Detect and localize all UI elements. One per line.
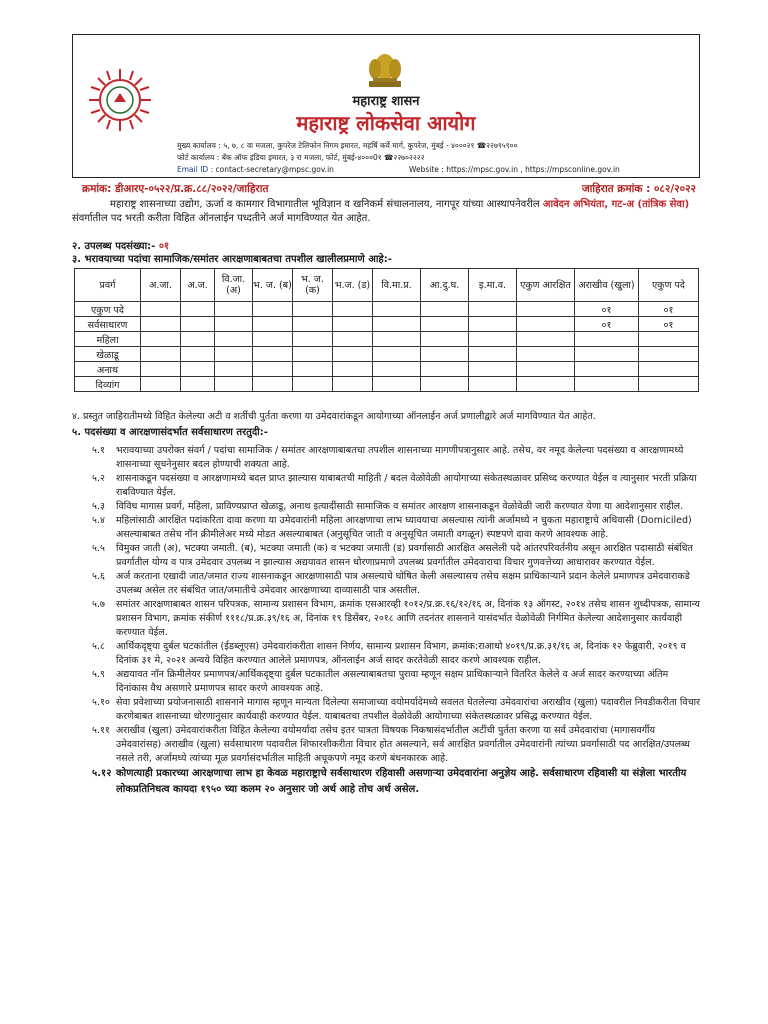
intro-text-2: संवर्गातील पद भरती करीता विहित ऑनलाईन पध्दतीने अर्ज मागविण्यात येत आहेत. (72, 213, 371, 224)
table-row (75, 347, 699, 362)
posts-label: २. उपलब्ध पदसंख्या:- (72, 241, 159, 252)
list-item-text: भरावयाच्या उपरोक्त संवर्ग / पदांचा सामाजिक / समांतर आरक्षणाबाबतचा तपशील शासनाच्या मागणीपत्रानुसार आहे. तसेच, वर नमूद केलेल्या पदसंख्या व आरक्षणामध्ये शासनाच्या सूचनेनुसार बदल होण्याची शक्यता आहे. (116, 445, 684, 470)
list-item-text: विविध मागास प्रवर्ग, महिला, प्राविण्यप्राप्त खेळाडू, अनाथ इत्यादींसाठी सामाजिक व समांतर आरक्षण शासनाकडून वेळोवेळी जारी करण्यात येणा या आदेशानुसार राहील. (116, 501, 684, 512)
list-item-text: अर्ज करताना एखादी जात/जमात राज्य शासनाकडून आरक्षणासाठी पात्र असल्याचे घोषित केली असल्यासच तसेच सक्षम प्राधिकाऱ्याने प्रदान केलेले प्रमाणपत्र उमेदवाराकडे उपलब्ध असेल तर संबंधित जात/जमातीचे उमेदवार आरक्षणाच्या दाव्यासाठी पात्र असतील. (116, 571, 690, 596)
table-cell (373, 377, 421, 392)
table-cell (293, 377, 333, 392)
section-5-heading: ५. पदसंख्या व आरक्षणासंदर्भात सर्वसाधारण तरतुदी:- (72, 427, 268, 438)
table-cell (575, 347, 639, 362)
table-header-cell: अ.ज. (181, 269, 215, 302)
table-cell (469, 317, 517, 332)
table-row (75, 332, 699, 347)
table-cell (293, 362, 333, 377)
advertisement-number: जाहिरात क्रमांक : ०८२/२०२२ (581, 183, 696, 195)
list-item-number: ५.३ (92, 501, 105, 512)
intro-paragraph (72, 198, 700, 226)
list-item (72, 500, 702, 514)
table-cell (333, 332, 373, 347)
table-cell (373, 332, 421, 347)
table-cell (421, 377, 469, 392)
list-item-number: ५.१ (92, 445, 105, 456)
table-cell (373, 302, 421, 317)
list-item-number: ५.११ (92, 725, 110, 736)
table-cell (141, 317, 181, 332)
table-cell (181, 332, 215, 347)
government-name: महाराष्ट्र शासन (352, 94, 420, 109)
reference-number: क्रमांक: डीआरए-०५२२/प्र.क्र.८८/२०२२/जाहिरात (82, 183, 269, 195)
table-cell (253, 347, 293, 362)
table-cell (181, 347, 215, 362)
table-header-cell: वि.जा. (अ) (215, 269, 253, 302)
list-item-number: ५.९ (92, 669, 105, 680)
table-cell: सर्वसाधारण (75, 317, 141, 332)
list-item-number: ५.४ (92, 515, 105, 526)
list-item-number: ५.१२ (92, 768, 112, 779)
list-item (72, 542, 702, 570)
table-cell (293, 332, 333, 347)
table-cell (141, 302, 181, 317)
table-header-cell: इ.मा.व. (469, 269, 517, 302)
table-cell (215, 377, 253, 392)
list-item-number: ५.७ (92, 599, 105, 610)
email-label: Email ID : (177, 165, 214, 174)
table-cell (181, 362, 215, 377)
table-cell (253, 332, 293, 347)
table-cell (141, 347, 181, 362)
table-header-row (75, 269, 699, 302)
letterhead (72, 34, 700, 178)
table-cell: अनाथ (75, 362, 141, 377)
list-item (72, 570, 702, 598)
table-header-cell: अराखीव (खुला) (575, 269, 639, 302)
posts-available (72, 240, 700, 254)
table-cell: ०१ (575, 317, 639, 332)
list-item (72, 696, 702, 724)
table-cell (373, 347, 421, 362)
table-cell (253, 377, 293, 392)
provisions-list (72, 444, 702, 798)
posts-value: ०१ (158, 241, 170, 252)
table-cell (421, 302, 469, 317)
list-item-text: अराखीव (खुला) उमेदवारांकरीता विहित केलेल्या वयोमर्यादा तसेच इतर पात्रता विषयक निकषासंदर्भातील अटींची पुर्तता करणा या सर्व उमेदवारांचा (मागासवर्गीय उमेदवारांसह) अराखीव (खुला) सर्वसाधारण पदावरील शिफारशीकरीता विचार होत असल्याने, सर्व आरक्षित प्रवर्गातील उमेदवारांनी त्यांच्या प्रवर्गासाठी पद आरक्षित/उपलब्ध नसले तरी, अर्जामध्ये त्यांच्या मूळ प्रवर्गासंदर्भातील माहिती अचूकपणे नमूद करणे बंधनकारक आहे. (116, 725, 690, 764)
email-address[interactable]: contact-secretary@mpsc.gov.in (215, 165, 334, 174)
table-cell (517, 347, 575, 362)
table-cell (215, 347, 253, 362)
reservation-table (74, 268, 699, 392)
table-header-cell: प्रवर्ग (75, 269, 141, 302)
table-cell (639, 347, 699, 362)
table-cell (293, 317, 333, 332)
table-cell (333, 302, 373, 317)
table-cell: दिव्यांग (75, 377, 141, 392)
table-row (75, 377, 699, 392)
table-cell (639, 332, 699, 347)
table-cell (141, 377, 181, 392)
table-cell (469, 377, 517, 392)
table-cell (469, 302, 517, 317)
table-cell (373, 317, 421, 332)
table-cell (469, 347, 517, 362)
table-cell (639, 362, 699, 377)
list-item-text: समांतर आरक्षणाबाबत शासन परिपत्रक, सामान्य प्रशासन विभाग, क्रमांक एसआरव्ही १०१२/प्र.क्र.१६/१२/१६ अ, दिनांक १३ ऑगस्ट, २०१४ तसेच शासन शुध्दीपत्रक, सामान्य प्रशासन विभाग, क्रमांक संकीर्ण १११८/प्र.क्र.३९/१६ अ, दिनांक १९ डिसेंबर, २०१८ आणि तदनंतर शासनाने यासंदर्भात वेळोवेळी निर्गमित केलेल्या आदेशानुसार कार्यवाही करण्यात येईल. (116, 599, 700, 638)
list-item (72, 444, 702, 472)
reference-row (72, 182, 700, 196)
fort-office-address: फोर्ट कार्यालय : बँक ऑफ इंडिया इमारत, ३ रा मजला, फोर्ट, मुंबई-४०००0१ ☎२२७०२२२२ (177, 153, 425, 162)
table-cell (215, 302, 253, 317)
table-cell (575, 362, 639, 377)
table-header-cell: अ.जा. (141, 269, 181, 302)
list-item-text: कोणत्याही प्रकारच्या आरक्षणाचा लाभ हा केवळ महाराष्ट्राचे सर्वसाधारण रहिवासी असणाऱ्या उमेदवारांना अनुज्ञेय आहे. सर्वसाधारण रहिवासी या संज्ञेला भारतीय लोकप्रतिनिधत्व कायदा १९५० च्या कलम २० अनुसार जो अर्थ आहे तोच अर्थ असेल. (116, 768, 687, 795)
commission-name: महाराष्ट्र लोकसेवा आयोग (296, 111, 476, 135)
table-cell (421, 332, 469, 347)
table-cell (215, 332, 253, 347)
list-item-text: अद्ययावत नॉन क्रिमीलेयर प्रमाणपत्र/आर्थिकदृष्ट्या दुर्बल घटकातील असल्याबाबतचा पुरावा म्हणून सक्षम प्राधिकाऱ्याने वितरित केलेले व अर्ज सादर करण्याच्या अंतिम दिनांकास वैध असणारे प्रमाणपत्र सादर करणे आवश्यक आहे. (116, 669, 669, 694)
table-header-cell: आ.दु.घ. (421, 269, 469, 302)
table-cell (517, 317, 575, 332)
table-cell (333, 362, 373, 377)
national-emblem-icon (363, 45, 407, 93)
list-item (72, 598, 702, 640)
list-item-number: ५.६ (92, 571, 105, 582)
intro-text-1: महाराष्ट्र शासनाच्या उद्योग, ऊर्जा व कामगार विभागातील भूविज्ञान व खनिकर्म संचालनालय, नागपूर यांच्या आस्थापनेवरील (110, 199, 543, 210)
table-cell (293, 302, 333, 317)
table-cell (141, 332, 181, 347)
table-cell (421, 317, 469, 332)
list-item (72, 668, 702, 696)
list-item (72, 514, 702, 542)
table-cell (181, 377, 215, 392)
list-item (72, 766, 702, 798)
table-cell: एकुण पदे (75, 302, 141, 317)
website-line[interactable]: Website : https://mpsc.gov.in , https://mpsconline.gov.in (409, 165, 620, 174)
table-cell: खेळाडू (75, 347, 141, 362)
table-cell (421, 362, 469, 377)
table-header-cell: एकुण आरक्षित (517, 269, 575, 302)
post-name: आवेदन अभियंता, गट-अ (तांत्रिक सेवा) (542, 199, 690, 210)
table-cell (469, 332, 517, 347)
list-item-text: महिलांसाठी आरक्षित पदांकरिता दावा करणा या उमेदवारांनी महिला आरक्षणाचा लाभ घ्यावयाचा असल्यास त्यांनी अर्जामध्ये न चुकता महाराष्ट्राचे अधिवासी (Domiciled) असल्याबाबत तसेच नॉन क्रीमीलेअर मध्ये मोडत असल्याबाबत (अनुसूचित जाती व अनुसूचित जमाती वगळून) स्पष्टपणे दावा करणे आवश्यक आहे. (116, 515, 692, 540)
table-cell (215, 362, 253, 377)
table-cell (181, 317, 215, 332)
table-cell (373, 362, 421, 377)
table-cell (141, 362, 181, 377)
table-cell (517, 362, 575, 377)
table-cell (333, 317, 373, 332)
table-cell: ०१ (639, 302, 699, 317)
table-cell (253, 302, 293, 317)
table-cell: ०१ (575, 302, 639, 317)
list-item-number: ५.८ (92, 641, 105, 652)
list-item (72, 640, 702, 668)
table-header-cell: एकुण पदे (639, 269, 699, 302)
table-cell (215, 317, 253, 332)
list-item (72, 724, 702, 766)
table-cell (253, 362, 293, 377)
table-header-cell: वि.मा.प्र. (373, 269, 421, 302)
table-cell (575, 377, 639, 392)
table-cell (517, 332, 575, 347)
table-cell (333, 347, 373, 362)
table-cell (517, 377, 575, 392)
table-cell: ०१ (639, 317, 699, 332)
table-cell (517, 302, 575, 317)
list-item-text: सेवा प्रवेशाच्या प्रयोजनासाठी शासनाने मागास म्हणून मान्यता दिलेल्या समाजाच्या वयोमर्यादेमध्ये सवलत घेतलेल्या उमेदवारांचा अराखीव (खुला) पदावरील निवडीकरीता विचार करणेबाबत शासनाच्या धोरणानुसार कार्यवाही करण्यात येईल. याबाबतचा तपशील वेळोवेळी आयोगाच्या संकेतस्थळावर प्रसिद्ध करण्यात येईल. (116, 697, 700, 722)
table-heading: ३. भरावयाच्या पदांचा सामाजिक/समांतर आरक्षणाबाबतचा तपशील खालीलप्रमाणे आहे:- (72, 254, 392, 265)
list-item-text: विमुक्त जाती (अ), भटक्या जमाती. (ब), भटक्या जमाती (क) व भटक्या जमाती (ड) प्रवर्गासाठी आरक्षित असलेली पदे आंतरपरिवर्तनीय असून आरक्षित पदासाठी संबंधित प्रवर्गातील योग्य व पात्र उमेदवार उपलब्ध न झाल्यास अद्ययावत शासन धोरणाप्रमाणे उपलब्ध प्रवर्गातील उमेदवाराचा विचार गुणवत्तेच्या आधारावर करण्यात येईल. (116, 543, 693, 568)
table-cell (181, 302, 215, 317)
table-cell (333, 377, 373, 392)
table-cell (469, 362, 517, 377)
table-header-cell: भ.ज. (ड) (333, 269, 373, 302)
list-item-number: ५.५ (92, 543, 105, 554)
list-item-text: आर्थिकदृष्ट्या दुर्बल घटकांतील (ईडब्लूएस) उमेदवारांकरीता शासन निर्णय, सामान्य प्रशासन विभाग, क्रमांक:राआधो ४०१९/प्र.क्र.३१/१६ अ, दिनांक १२ फेब्रुवारी, २०१९ व दिनांक ३१ मे, २०२१ अन्वये विहित करण्यात आलेले प्रमाणपत्र, ऑनलाईन अर्ज सादर करतेवेळी सादर करणे आवश्यक राहील. (116, 641, 686, 666)
table-cell: महिला (75, 332, 141, 347)
main-office-address: मुख्य कार्यालय : ५, ७, ८ वा मजला, कुपरेज टेलिफोन निगम इमारत, महर्षि कर्वे मार्ग, कुपरेज, मुंबई - ४०००२१ ☎२२७९५९०० (177, 141, 518, 150)
list-item-number: ५.१० (92, 697, 110, 708)
table-cell (253, 317, 293, 332)
email-line (177, 165, 334, 174)
table-row (75, 362, 699, 377)
table-row (75, 317, 699, 332)
table-header-cell: भ. ज. (ब) (253, 269, 293, 302)
table-header-cell: भ. ज. (क) (293, 269, 333, 302)
table-cell (639, 377, 699, 392)
list-item (72, 472, 702, 500)
list-item-text: शासनाकडून पदसंख्या व आरक्षणामध्ये बदल प्राप्त झाल्यास याबाबतची माहिती / बदल वेळोवेळी आयोगाच्या संकेतस्थळावर प्रसिध्द करण्यात येईल व त्यानुसार भरती प्रक्रिया राबविण्यात येईल. (116, 473, 697, 498)
list-item-number: ५.२ (92, 473, 105, 484)
table-row (75, 302, 699, 317)
table-cell (293, 347, 333, 362)
table-cell (421, 347, 469, 362)
section-4: ४. प्रस्तुत जाहिरातीमध्ये विहित केलेल्या अटी व शर्तीची पुर्तता करणा या उमेदवारांकडून आयोगाच्या ऑनलाईन अर्ज प्रणालीद्वारे अर्ज मागविण्यात येत आहेत. (72, 411, 596, 422)
table-cell (575, 332, 639, 347)
